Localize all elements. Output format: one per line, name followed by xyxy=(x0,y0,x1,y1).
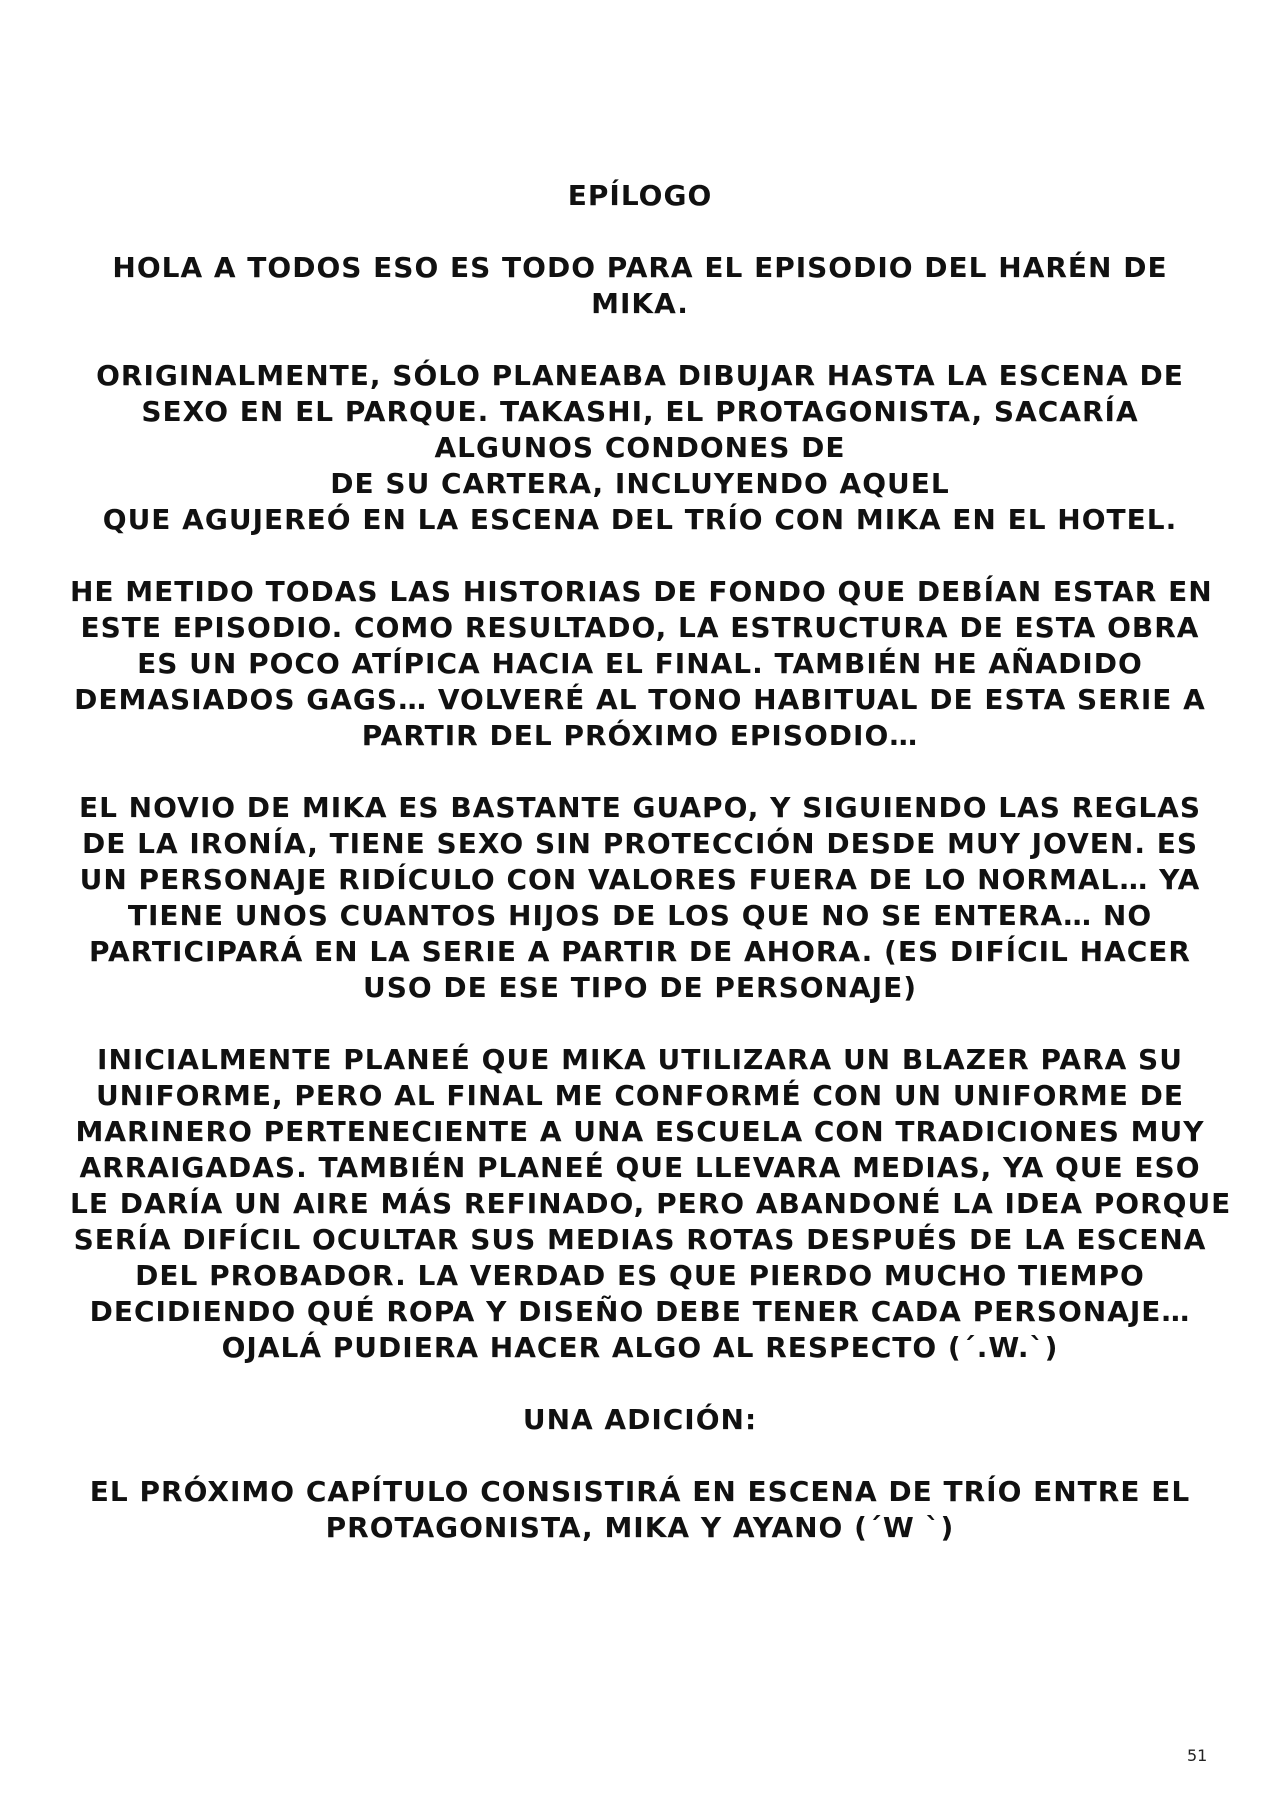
text-line: DE SU CARTERA, INCLUYENDO AQUEL xyxy=(330,467,950,500)
text-line: PARTIR DEL PRÓXIMO EPISODIO… xyxy=(361,719,919,752)
paragraph-original-plan xyxy=(70,358,1210,538)
text-line: UNIFORME, PERO AL FINAL ME CONFORMÉ CON UN UNIFORME DE xyxy=(95,1079,1185,1112)
paragraph-boyfriend xyxy=(70,790,1210,1006)
text-line: ESTE EPISODIO. COMO RESULTADO, LA ESTRUCTURA DE ESTA OBRA xyxy=(80,611,1200,644)
paragraph-addition-heading xyxy=(70,1402,1210,1438)
paragraph-greeting xyxy=(70,250,1210,322)
text-line: SEXO EN EL PARQUE. TAKASHI, EL PROTAGONISTA, SACARÍA xyxy=(141,395,1139,428)
text-line: MARINERO PERTENECIENTE A UNA ESCUELA CON TRADICIONES MUY xyxy=(75,1115,1205,1148)
text-line: ORIGINALMENTE, SÓLO PLANEABA DIBUJAR HASTA LA ESCENA DE xyxy=(96,359,1184,392)
text-line: PROTAGONISTA, MIKA Y AYANO (´W `) xyxy=(325,1511,955,1544)
text-line: SERÍA DIFÍCIL OCULTAR SUS MEDIAS ROTAS DESPUÉS DE LA ESCENA xyxy=(73,1223,1207,1256)
text-line: EL PRÓXIMO CAPÍTULO CONSISTIRÁ EN ESCENA DE TRÍO ENTRE EL xyxy=(89,1475,1191,1508)
page-number: 51 xyxy=(1187,1746,1208,1765)
text-line: DEL PROBADOR. LA VERDAD ES QUE PIERDO MUCHO TIEMPO xyxy=(135,1259,1145,1292)
text-line: MIKA. xyxy=(591,287,689,320)
text-line: DEMASIADOS GAGS… VOLVERÉ AL TONO HABITUAL DE ESTA SERIE A xyxy=(74,683,1206,716)
paragraph-uniform xyxy=(70,1042,1232,1366)
text-line: ARRAIGADAS. TAMBIÉN PLANEÉ QUE LLEVARA MEDIAS, YA QUE ESO xyxy=(79,1151,1201,1184)
text-line: ALGUNOS CONDONES DE xyxy=(434,431,846,464)
text-line: UNA ADICIÓN: xyxy=(522,1403,758,1436)
paragraph-next-chapter xyxy=(70,1474,1210,1546)
text-line: QUE AGUJEREÓ EN LA ESCENA DEL TRÍO CON MIKA EN EL HOTEL. xyxy=(102,503,1178,536)
text-line: PARTICIPARÁ EN LA SERIE A PARTIR DE AHORA. (ES DIFÍCIL HACER xyxy=(89,935,1191,968)
epilogue-text-block xyxy=(70,178,1232,1582)
text-line: OJALÁ PUDIERA HACER ALGO AL RESPECTO (´.W.`) xyxy=(221,1331,1059,1364)
text-line: UN PERSONAJE RIDÍCULO CON VALORES FUERA DE LO NORMAL… YA xyxy=(79,863,1201,896)
text-line: DECIDIENDO QUÉ ROPA Y DISEÑO DEBE TENER CADA PERSONAJE… xyxy=(89,1295,1191,1328)
paragraph-backstories xyxy=(70,574,1213,754)
text-line: EL NOVIO DE MIKA ES BASTANTE GUAPO, Y SIGUIENDO LAS REGLAS xyxy=(78,791,1202,824)
text-line: ES UN POCO ATÍPICA HACIA EL FINAL. TAMBIÉN HE AÑADIDO xyxy=(137,647,1143,680)
text-line: USO DE ESE TIPO DE PERSONAJE) xyxy=(362,971,918,1004)
text-line: DE LA IRONÍA, TIENE SEXO SIN PROTECCIÓN DESDE MUY JOVEN. ES xyxy=(82,827,1198,860)
text-line: HE METIDO TODAS LAS HISTORIAS DE FONDO QUE DEBÍAN ESTAR EN xyxy=(70,575,1213,608)
text-line: TIENE UNOS CUANTOS HIJOS DE LOS QUE NO SE ENTERA… NO xyxy=(127,899,1153,932)
page-title: EPÍLOGO xyxy=(567,179,713,212)
text-line: INICIALMENTE PLANEÉ QUE MIKA UTILIZARA UN BLAZER PARA SU xyxy=(97,1043,1183,1076)
text-line: LE DARÍA UN AIRE MÁS REFINADO, PERO ABANDONÉ LA IDEA PORQUE xyxy=(70,1187,1232,1220)
text-line: HOLA A TODOS ESO ES TODO PARA EL EPISODIO DEL HARÉN DE xyxy=(112,251,1168,284)
